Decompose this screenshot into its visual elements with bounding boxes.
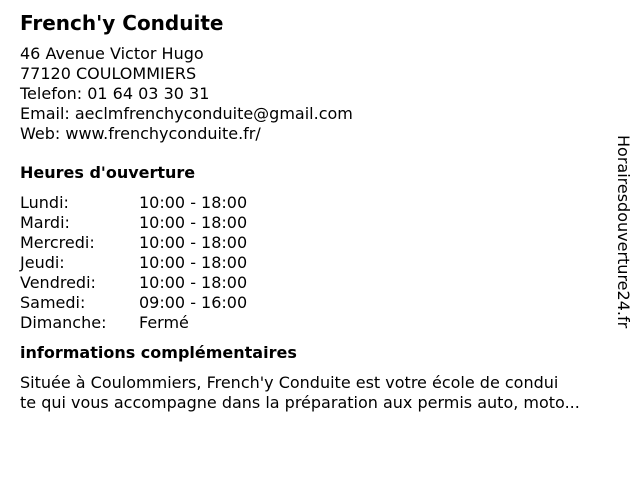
business-card [20,10,620,413]
day-label: Samedi: [20,293,86,312]
additional-info-heading: informations complémentaires [20,343,297,362]
day-label: Dimanche: [20,313,107,332]
hours-row-sunday [20,313,620,333]
time-value: Fermé [139,313,189,332]
day-label: Vendredi: [20,273,96,292]
time-value: 10:00 - 18:00 [139,193,248,212]
time-value: 09:00 - 16:00 [139,293,248,312]
time-value: 10:00 - 18:00 [139,253,248,272]
site-watermark: Horairesdouverture24.fr [614,135,633,329]
time-value: 10:00 - 18:00 [139,273,248,292]
day-label: Lundi: [20,193,69,212]
opening-hours-table [20,193,620,333]
hours-row-thursday [20,253,620,273]
hours-row-wednesday [20,233,620,253]
address-line-1: 46 Avenue Victor Hugo [20,44,204,63]
address-line-2: 77120 COULOMMIERS [20,64,197,83]
hours-row-saturday [20,293,620,313]
opening-hours-heading: Heures d'ouverture [20,163,196,182]
day-label: Mardi: [20,213,70,232]
hours-row-friday [20,273,620,293]
time-value: 10:00 - 18:00 [139,213,248,232]
email-text: Email: aeclmfrenchyconduite@gmail.com [20,104,353,123]
time-value: 10:00 - 18:00 [139,233,248,252]
business-name: French'y Conduite [20,11,224,35]
day-label: Jeudi: [20,253,65,272]
hours-row-tuesday [20,213,620,233]
hours-row-monday [20,193,620,213]
website-text: Web: www.frenchyconduite.fr/ [20,124,261,143]
day-label: Mercredi: [20,233,95,252]
phone-text: Telefon: 01 64 03 30 31 [20,84,210,103]
additional-info-text: Située à Coulommiers, French'y Conduite est votre école de condui te qui vous accompagne dans la préparation aux permis auto, moto... [20,373,580,412]
